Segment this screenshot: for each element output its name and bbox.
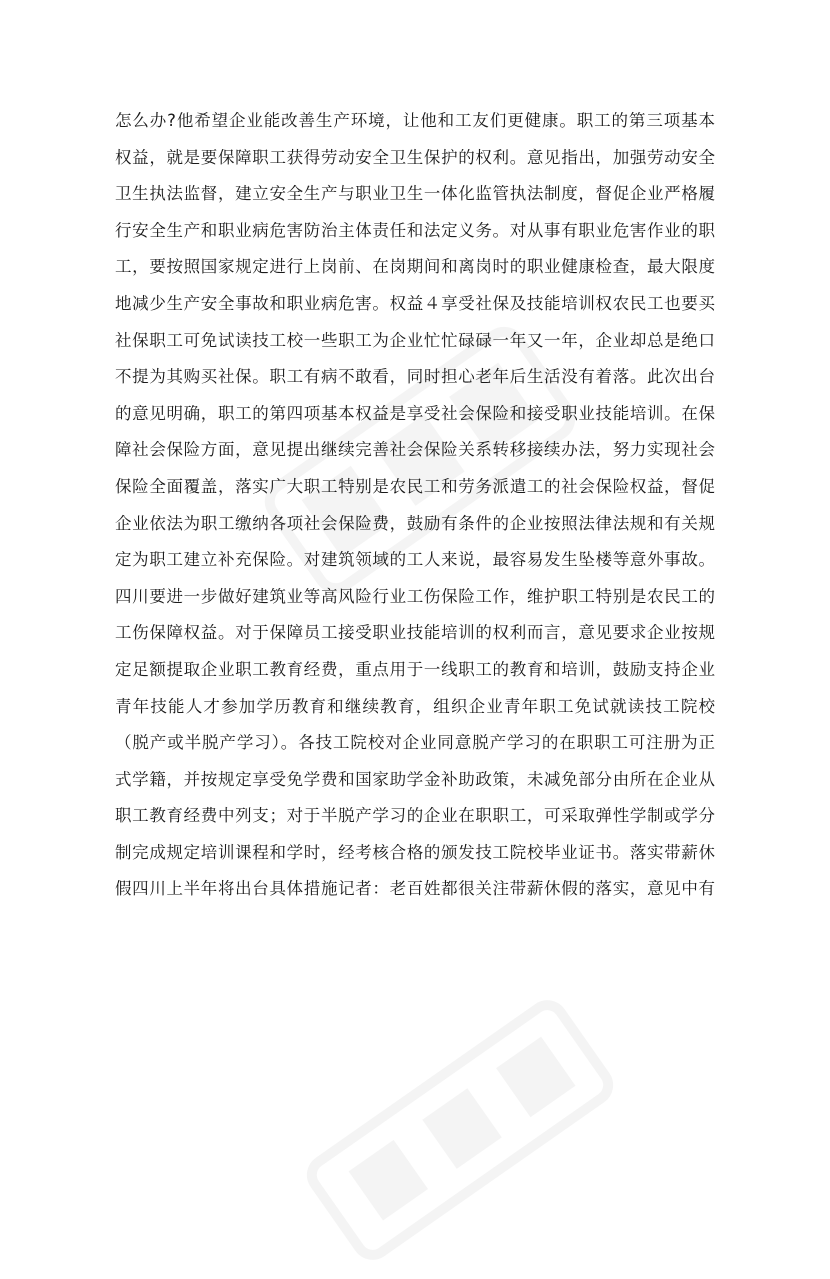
text-line: 障社会保险方面，意见提出继续完善社会保险关系转移接续办法，努力实现社会 (115, 440, 715, 460)
text-line: 青年技能人才参加学历教育和继续教育，组织企业青年职工免试就读技工院校 (115, 696, 715, 716)
text-line: 社保职工可免试读技工校一些职工为企业忙忙碌碌一年又一年，企业却总是绝口 (115, 330, 715, 350)
text-line: 假四川上半年将出台具体措施记者：老百姓都很关注带薪休假的落实，意见中有 (115, 879, 715, 899)
text-line: 行安全生产和职业病危害防治主体责任和法定义务。对从事有职业危害作业的职 (115, 220, 715, 240)
text-line: 保险全面覆盖，落实广大职工特别是农民工和劳务派遣工的社会保险权益，督促 (115, 476, 715, 496)
text-line: 工，要按照国家规定进行上岗前、在岗期间和离岗时的职业健康检查，最大限度 (115, 257, 715, 277)
text-line: 定足额提取企业职工教育经费，重点用于一线职工的教育和培训，鼓励支持企业 (115, 659, 715, 679)
text-line: 职工教育经费中列支；对于半脱产学习的企业在职职工，可采取弹性学制或学分 (115, 806, 715, 826)
text-line: 的意见明确，职工的第四项基本权益是享受社会保险和接受职业技能培训。在保 (115, 403, 715, 423)
body-text (115, 103, 715, 908)
text-line: 卫生执法监督，建立安全生产与职业卫生一体化监管执法制度，督促企业严格履 (115, 184, 715, 204)
text-line: 怎么办?他希望企业能改善生产环境，让他和工友们更健康。职工的第三项基本 (115, 111, 715, 130)
text-line: 式学籍，并按规定享受免学费和国家助学金补助政策，未减免部分由所在企业从 (115, 769, 715, 789)
watermark-logo-icon-bottom (289, 981, 631, 1279)
text-line: 权益，就是要保障职工获得劳动安全卫生保护的权利。意见指出，加强劳动安全 (115, 147, 715, 167)
text-line: 不提为其购买社保。职工有病不敢看，同时担心老年后生活没有着落。此次出台 (115, 367, 715, 387)
text-line: 工伤保障权益。对于保障员工接受职业技能培训的权利而言，意见要求企业按规 (115, 623, 715, 643)
text-line: 定为职工建立补充保险。对建筑领域的工人来说，最容易发生坠楼等意外事故。 (115, 550, 715, 570)
text-line: 企业依法为职工缴纳各项社会保险费，鼓励有条件的企业按照法律法规和有关规 (115, 513, 715, 533)
text-line: 四川要进一步做好建筑业等高风险行业工伤保险工作，维护职工特别是农民工的 (115, 586, 715, 606)
text-line: 制完成规定培训课程和学时，经考核合格的颁发技工院校毕业证书。落实带薪休 (115, 842, 715, 862)
text-line: （脱产或半脱产学习）。各技工院校对企业同意脱产学习的在职职工可注册为正 (115, 733, 715, 753)
text-line: 地减少生产安全事故和职业病危害。权益４享受社保及技能培训权农民工也要买 (115, 293, 715, 313)
